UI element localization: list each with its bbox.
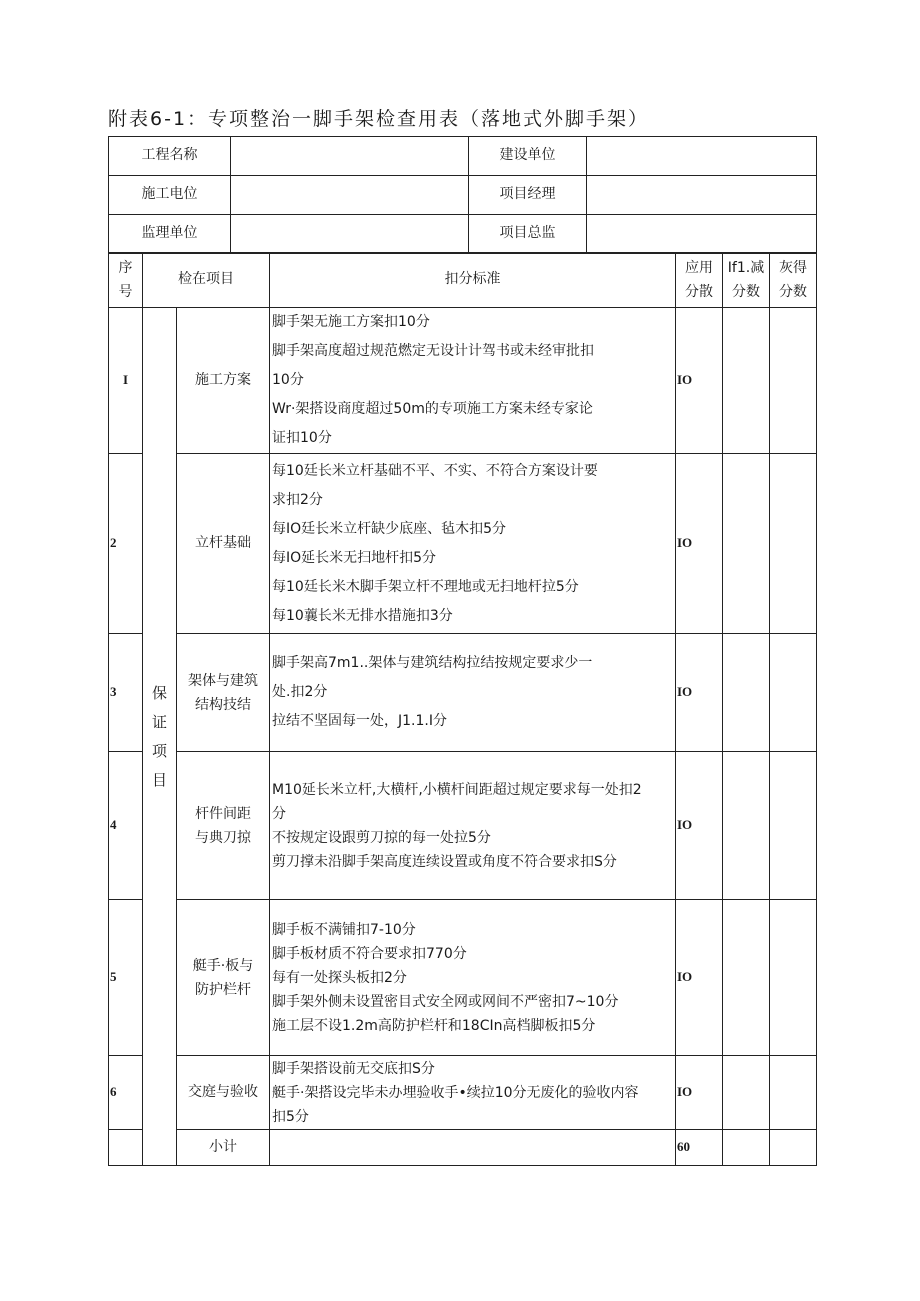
subtotal-row bbox=[109, 1130, 817, 1166]
row-number: 5 bbox=[109, 900, 143, 1056]
applied-score: IO bbox=[676, 454, 723, 634]
applied-score: IO bbox=[676, 1056, 723, 1130]
check-item: 架体与建筑 结构技结 bbox=[177, 634, 270, 752]
info-value[interactable] bbox=[587, 137, 817, 176]
info-label: 项目总监 bbox=[469, 215, 587, 254]
header-deduct: If1.减 分数 bbox=[723, 253, 770, 308]
deduct-score[interactable] bbox=[723, 1056, 770, 1130]
applied-score: IO bbox=[676, 308, 723, 454]
check-item: 艇手·板与 防护栏杆 bbox=[177, 900, 270, 1056]
info-value[interactable] bbox=[231, 176, 469, 215]
deduct-score[interactable] bbox=[723, 634, 770, 752]
check-item: 交庭与验收 bbox=[177, 1056, 270, 1130]
row-number: I bbox=[109, 308, 143, 454]
info-label: 施工电位 bbox=[109, 176, 231, 215]
applied-score: IO bbox=[676, 752, 723, 900]
deduction-standard: M10延长米立杆,大横杆,小横杆间距超过规定要求每一处扣2 分 不按规定设跟剪刀掠的每一处拉5分 剪刀撑未沿脚手架高度连续设置或角度不符合要求扣S分 bbox=[270, 752, 676, 900]
table-row bbox=[109, 900, 817, 1056]
earned-score[interactable] bbox=[770, 454, 817, 634]
header-earned: 灰得 分数 bbox=[770, 253, 817, 308]
header-applied: 应用 分散 bbox=[676, 253, 723, 308]
info-label: 工程名称 bbox=[109, 137, 231, 176]
table-row bbox=[109, 454, 817, 634]
earned-score[interactable] bbox=[770, 752, 817, 900]
check-item: 立杆基础 bbox=[177, 454, 270, 634]
check-item: 杆件间距 与典刀掠 bbox=[177, 752, 270, 900]
deduction-standard: 脚手板不满铺扣7-10分 脚手板材质不符合要求扣770分 每有一处探头板扣2分 脚手架外侧未设置密目式安全网或网间不严密扣7~10分 施工层不设1.2m高防护栏杆和18CIn高档脚板扣5分 bbox=[270, 900, 676, 1056]
deduct-score[interactable] bbox=[723, 752, 770, 900]
earned-score[interactable] bbox=[770, 634, 817, 752]
info-row bbox=[109, 176, 817, 215]
header-row bbox=[109, 253, 817, 308]
inspection-table bbox=[108, 252, 817, 1166]
deduction-standard: 每10廷长米立杆基础不平、不实、不符合方案设计要 求扣2分 每IO廷长米立杆缺少底座、毡木扣5分 每IO延长米无扫地杆扣5分 每10廷长米木脚手架立杆不理地或无扫地杆拉5分 每10蘘长米无排水措施扣3分 bbox=[270, 454, 676, 634]
row-number: 6 bbox=[109, 1056, 143, 1130]
earned-score[interactable] bbox=[770, 308, 817, 454]
header-standard: 扣分标准 bbox=[270, 253, 676, 308]
table-row bbox=[109, 752, 817, 900]
info-value[interactable] bbox=[587, 215, 817, 254]
subtotal-score: 60 bbox=[676, 1130, 723, 1166]
table-row bbox=[109, 308, 817, 454]
deduct-score[interactable] bbox=[723, 1130, 770, 1166]
info-value[interactable] bbox=[587, 176, 817, 215]
deduct-score[interactable] bbox=[723, 900, 770, 1056]
info-row bbox=[109, 215, 817, 254]
applied-score: IO bbox=[676, 634, 723, 752]
document-title: 附表6-1：专项整治一脚手架检查用表（落地式外脚手架） bbox=[108, 108, 650, 130]
header-seq: 序 号 bbox=[109, 253, 143, 308]
earned-score[interactable] bbox=[770, 1056, 817, 1130]
subtotal-standard bbox=[270, 1130, 676, 1166]
subtotal-label: 小计 bbox=[177, 1130, 270, 1166]
deduction-standard: 脚手架高7m1..架体与建筑结构拉结按规定要求少一 处.扣2分 拉结不坚固每一处，J1.1.I分 bbox=[270, 634, 676, 752]
deduct-score[interactable] bbox=[723, 308, 770, 454]
info-value[interactable] bbox=[231, 215, 469, 254]
earned-score[interactable] bbox=[770, 900, 817, 1056]
row-number bbox=[109, 1130, 143, 1166]
table-row bbox=[109, 1056, 817, 1130]
project-info-table bbox=[108, 136, 817, 254]
header-item: 检在项目 bbox=[143, 253, 270, 308]
info-row bbox=[109, 137, 817, 176]
info-label: 项目经理 bbox=[469, 176, 587, 215]
row-number: 3 bbox=[109, 634, 143, 752]
info-label: 监理单位 bbox=[109, 215, 231, 254]
deduction-standard: 脚手架搭设前无交底扣S分 艇手·架搭设完毕未办埋验收手•续拉10分无废化的验收内容 扣5分 bbox=[270, 1056, 676, 1130]
info-label: 建设单位 bbox=[469, 137, 587, 176]
applied-score: IO bbox=[676, 900, 723, 1056]
table-row bbox=[109, 634, 817, 752]
check-item: 施工方案 bbox=[177, 308, 270, 454]
group-label: 保 证 项 目 bbox=[143, 308, 177, 1166]
earned-score[interactable] bbox=[770, 1130, 817, 1166]
row-number: 4 bbox=[109, 752, 143, 900]
info-value[interactable] bbox=[231, 137, 469, 176]
deduction-standard: 脚手架无施工方案扣10分 脚手架高度超过规范燃定无设计计驾书或未经审批扣 10分 Wr·架搭设商度超过50m的专项施工方案未经专家论 证扣10分 bbox=[270, 308, 676, 454]
deduct-score[interactable] bbox=[723, 454, 770, 634]
row-number: 2 bbox=[109, 454, 143, 634]
